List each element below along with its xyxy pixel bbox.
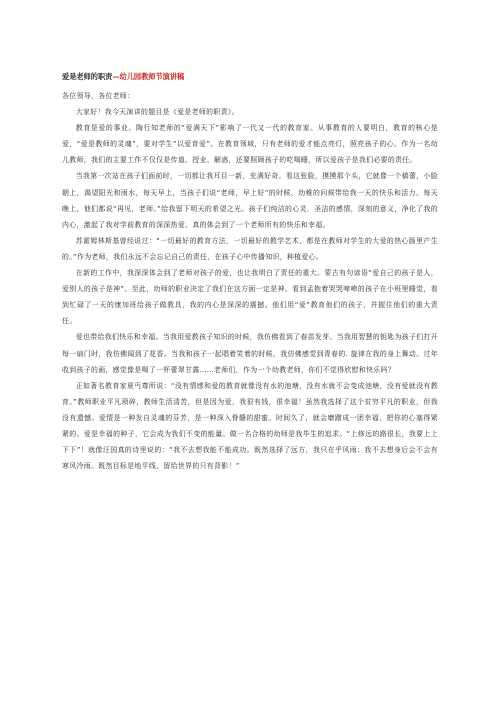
opening-paragraph: 大家好！我今天演讲的题目是《爱是老师的职责》。	[75, 108, 239, 117]
document-title	[62, 72, 184, 82]
body-paragraph: 当我第一次站在孩子们面前时，一切都让我耳目一新，充满好奇。看这张脸，摸摸那个头，它就像一个稿蕾，小脸朝上，渴望阳光和雨水，每天早上，当孩子们说“老师，早上好”的时候，幼稚的问候带给我一天的快乐和活力。每天晚上，他们都说“再见，老师。”给我留下明天的希望之光。孩子们纯洁的心灵，圣洁的感情，深刻的意义，净化了我的内心，激起了我对学前教育的深深热爱。真的体会到了一个老师所有的快乐和幸福。	[62, 172, 438, 229]
greeting-line: 各位领导，各位老师：	[62, 92, 135, 100]
body-paragraph: 教育是爱的事业。陶行知老师的“爱满天下”影响了一代又一代的教育家。从事教育的人要明白，教育的核心是爱，“爱是教师的灵魂”，要对学生“以爱育爱”。在教育领域，只有老师的爱才能点亮灯，照亮孩子的心。作为一名幼儿教师，我们的主要工作不仅仅是传道、授业、解惑，还要照顾孩子的吃喝睡，所以爱孩子是我们必要的责任。	[62, 124, 438, 165]
title-main: 爱是老师的职责	[62, 72, 113, 81]
title-subtitle: —幼儿园教师节演讲稿	[112, 72, 185, 81]
body-paragraph: 在新的工作中，我深深体会到了老师对孩子的爱，也让我明白了责任的重大。蒙古有句谚语“爱自己的孩子是人，爱别人的孩子是神”。至此，幼师的职业决定了我们在这方面一定是神。看到孟抱着哭哭啼啼的孩子在小班里睡觉，看到忙碌了一天的康加班给孩子做教具，我的内心是深深的震撼。他们用“爱”教育他们的孩子，并握住他们的重大责任。	[62, 269, 438, 326]
body-paragraph: 苏霍姆林斯基曾经说过：“一切最好的教育方法，一切最好的教学艺术，都是在教师对学生的大爱的热心肠里产生的。”作为老师，我们永远不会忘记自己的责任，在孩子心中传播知识，种植爱心。	[62, 236, 438, 261]
document-body	[62, 88, 438, 474]
body-paragraph: 正如著名教育家夏丐尊所说：“没有情感和爱的教育就像没有水的池塘，没有水就不会变成池塘，没有爱就没有教育。”教师职业平凡琐碎，教师生活清苦，但是因为爱，我很有钱，很幸福！虽然我选择了这个贫穷平凡的职业，但我没有遗憾。爱情是一种发自灵魂的芬芳，是一种深入脊髓的甜蜜。时间久了，就会磨蹭成一团幸福，把你的心塞得紧紧的。爱是幸福的种子，它会成为我们不变的能量。做一名合格的幼师是我毕生的追求。“上修远的路很长，我要上上下下”！就像汪国真的诗里说的：“我不去想我能不能成功。既然选择了远方，我只在乎风雨；我不去想身后会不会有寒风冷雨。既然目标是地平线，留给世界的只有背影！”	[62, 381, 438, 471]
body-paragraph: 爱也带给我们快乐和幸福。当我用爱教孩子知识的时候，我仿佛看到了春苗发芽。当我用智慧的钥匙为孩子们打开每一扇门时，我仿佛闻到了花香。当我和孩子一起唱着笑着的时候，我仿佛感觉到青春的. 旋律在我的身上舞动。过年收到孩子的画，感觉像是喝了一杯蕾翠甘露……老师们，作为一个幼教老师，你们不觉得欣慰和快乐吗？	[62, 333, 438, 374]
